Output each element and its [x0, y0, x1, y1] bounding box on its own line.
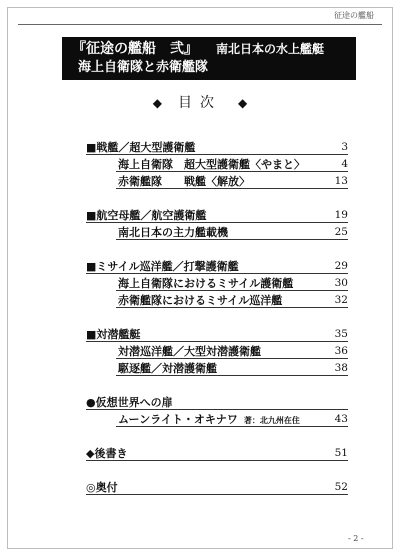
section-spacer [86, 241, 348, 258]
toc-underline [86, 222, 348, 223]
toc-underline [116, 358, 348, 359]
toc-item-text: 海上自衛隊 超大型護衛艦〈やまと〉 [118, 158, 305, 171]
toc-page-number: 32 [334, 294, 348, 306]
toc-page-number: 43 [334, 413, 348, 425]
toc-item-text: 赤衛艦隊におけるミサイル巡洋艦 [118, 294, 283, 307]
toc-item-entry[interactable] [86, 156, 348, 173]
toc-section-entry[interactable] [86, 445, 348, 462]
toc-underline [86, 494, 348, 495]
toc-item-entry[interactable] [86, 173, 348, 190]
toc-underline [116, 426, 348, 427]
toc-underline [86, 273, 348, 274]
toc-item-entry[interactable] [86, 224, 348, 241]
section-spacer [86, 190, 348, 207]
toc-item-text: 駆逐艦／対潜護衛艦 [118, 362, 217, 375]
toc-heading-word: 目次 [178, 95, 222, 111]
header-rule [18, 24, 382, 25]
toc-section-entry[interactable] [86, 258, 348, 275]
page-number: - 2 - [348, 534, 364, 543]
toc-section-title: ●仮想世界への扉 [86, 396, 173, 409]
toc-item-author-note: 著：北九州在住 [243, 415, 300, 425]
toc-page-number: 51 [334, 447, 348, 459]
toc-page-number: 38 [334, 362, 348, 374]
toc-underline [86, 460, 348, 461]
toc-underline [116, 307, 348, 308]
toc-item-entry[interactable] [86, 343, 348, 360]
section-spacer [86, 377, 348, 394]
toc-underline [86, 409, 348, 410]
toc-section-title: ■対潜艦艇 [86, 328, 141, 341]
toc-item-entry[interactable] [86, 292, 348, 309]
toc-page-number: 25 [334, 226, 348, 238]
toc-section-title: ◆後書き [86, 447, 128, 460]
toc-page-number: 4 [341, 158, 348, 170]
table-of-contents [86, 139, 348, 496]
toc-page-number: 29 [334, 260, 348, 272]
running-head: 征途の艦船 [334, 11, 374, 20]
toc-section-title: ◎奥付 [86, 481, 118, 494]
toc-page-number: 36 [334, 345, 348, 357]
toc-underline [116, 239, 348, 240]
toc-underline [116, 171, 348, 172]
book-subtitle-2: 海上自衛隊と赤衛艦隊 [78, 60, 209, 75]
toc-page-number: 3 [341, 141, 348, 153]
toc-underline [116, 188, 348, 189]
title-banner [62, 37, 356, 80]
toc-item-entry[interactable] [86, 360, 348, 377]
section-spacer [86, 309, 348, 326]
toc-section-entry[interactable] [86, 479, 348, 496]
toc-section-entry[interactable] [86, 139, 348, 156]
toc-heading [0, 92, 400, 112]
toc-page-number: 19 [334, 209, 348, 221]
diamond-icon: ◆ [152, 96, 162, 110]
toc-section-title: ■戦艦／超大型護衛艦 [86, 141, 196, 154]
book-subtitle: 南北日本の水上艦艇 [216, 42, 325, 56]
section-spacer [86, 462, 348, 479]
toc-item-text: 対潜巡洋艦／大型対潜護衛艦 [118, 345, 261, 358]
toc-item-text: ムーンライト・オキナワ [118, 413, 238, 426]
toc-section-title: ■ミサイル巡洋艦／打撃護衛艦 [86, 260, 239, 273]
toc-item-text: 南北日本の主力艦載機 [118, 226, 228, 239]
toc-item-text: 赤衛艦隊 戦艦〈解放〉 [118, 175, 250, 188]
toc-underline [86, 154, 348, 155]
book-title: 『征途の艦船 弐』 [72, 41, 198, 57]
diamond-icon: ◆ [238, 96, 248, 110]
toc-item-text: 海上自衛隊におけるミサイル護衛艦 [118, 277, 294, 290]
toc-item-entry[interactable] [86, 411, 348, 428]
toc-section-title: ■航空母艦／航空護衛艦 [86, 209, 207, 222]
toc-section-entry[interactable] [86, 207, 348, 224]
toc-item-entry[interactable] [86, 275, 348, 292]
toc-underline [116, 375, 348, 376]
toc-page-number: 35 [334, 328, 348, 340]
toc-page-number: 30 [334, 277, 348, 289]
toc-section-entry[interactable] [86, 394, 348, 411]
toc-underline [116, 290, 348, 291]
toc-underline [86, 341, 348, 342]
section-spacer [86, 428, 348, 445]
toc-page-number: 52 [334, 481, 348, 493]
toc-page-number: 13 [334, 175, 348, 187]
toc-section-entry[interactable] [86, 326, 348, 343]
